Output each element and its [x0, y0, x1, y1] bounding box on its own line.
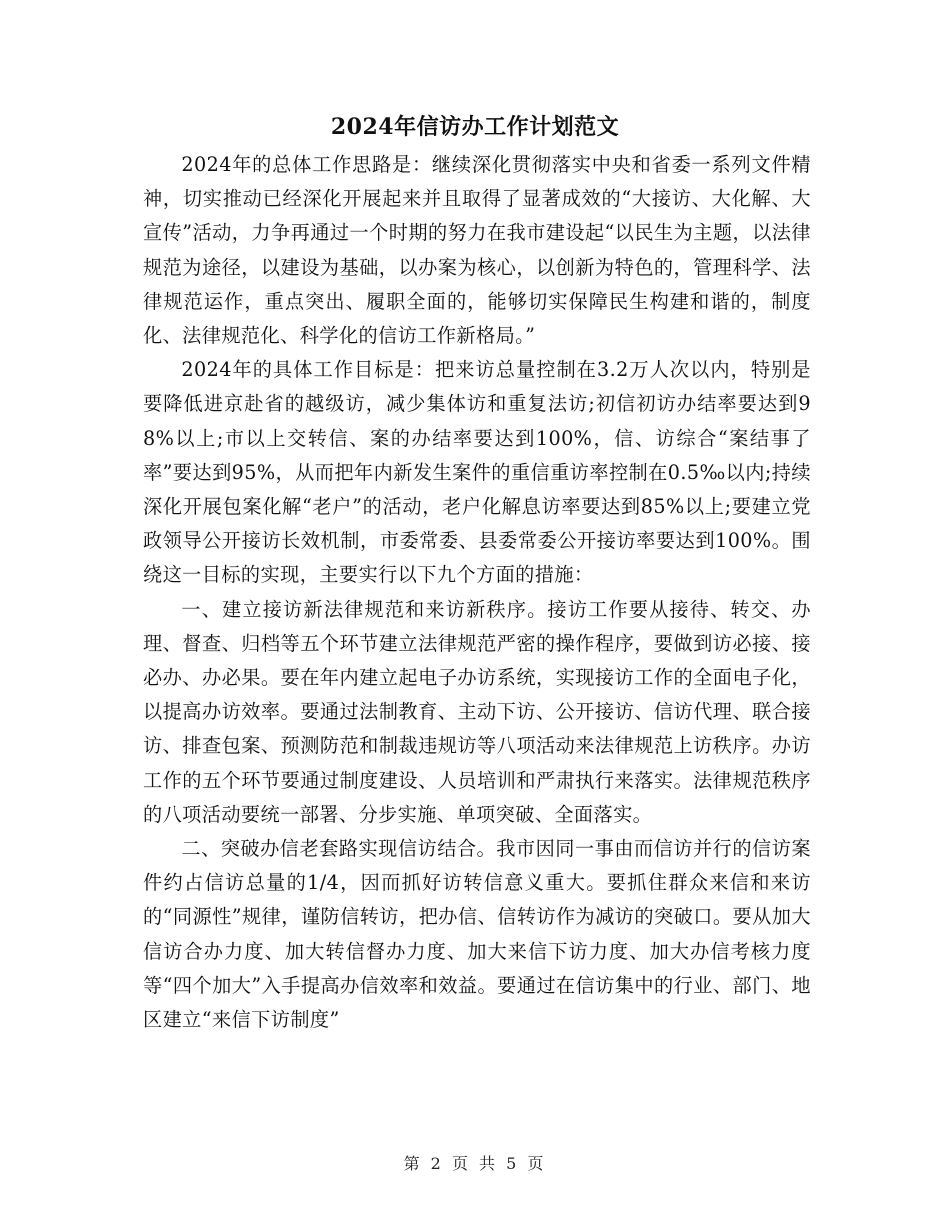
paragraph-overall-approach: 2024年的总体工作思路是：继续深化贯彻落实中央和省委一系列文件精神，切实推动已经深化开展起来并且取得了显著成效的“大接访、大化解、大宣传”活动，力争再通过一个时期的努力在我市建设起“以民生为主题，以法律规范为途径，以建设为基础，以办案为核心，以创新为特色的，管理科学、法律规范运作，重点突出、履职全面的，能够切实保障民生构建和谐的，制度化、法律规范化、科学化的信访工作新格局。” [143, 153, 811, 348]
paragraph-work-targets: 2024年的具体工作目标是：把来访总量控制在3.2万人次以内，特别是要降低进京赴省的越级访，减少集体访和重复法访;初信初访办结率要达到98%以上;市以上交转信、案的办结率要达到100%，信、访综合“案结事了率”要达到95%，从而把年内新发生案件的重信重访率控制在0.5‰以内;持续深化开展包案化解“老户”的活动，老户化解息访率要达到85%以上;要建立党政领导公开接访长效机制，市委常委、县委常委公开接访率要达到100%。围绕这一目标的实现，主要实行以下九个方面的措施： [143, 358, 811, 587]
document-body [143, 148, 811, 1037]
paragraph-measure-one: 一、建立接访新法律规范和来访新秩序。接访工作要从接待、转交、办理、督查、归档等五个环节建立法律规范严密的操作程序，要做到访必接、接必办、办必果。要在年内建立起电子办访系统，实现接访工作的全面电子化，以提高办访效率。要通过法制教育、主动下访、公开接访、信访代理、联合接访、排查包案、预测防范和制裁违规访等八项活动来法律规范上访秩序。办访工作的五个环节要通过制度建设、人员培训和严肃执行来落实。法律规范秩序的八项活动要统一部署、分步实施、单项突破、全面落实。 [143, 597, 811, 826]
page-number-footer: 第 2 页 共 5 页 [403, 1154, 547, 1173]
paragraph-measure-two: 二、突破办信老套路实现信访结合。我市因同一事由而信访并行的信访案件约占信访总量的1/4，因而抓好访转信意义重大。要抓住群众来信和来访的“同源性”规律，谨防信转访，把办信、信转访作为减访的突破口。要从加大信访合办力度、加大转信督办力度、加大来信下访力度、加大办信考核力度等“四个加大”入手提高办信效率和效益。要通过在信访集中的行业、部门、地区建立“来信下访制度” [143, 837, 811, 1032]
document-title: 2024年信访办工作计划范文 [330, 114, 620, 140]
